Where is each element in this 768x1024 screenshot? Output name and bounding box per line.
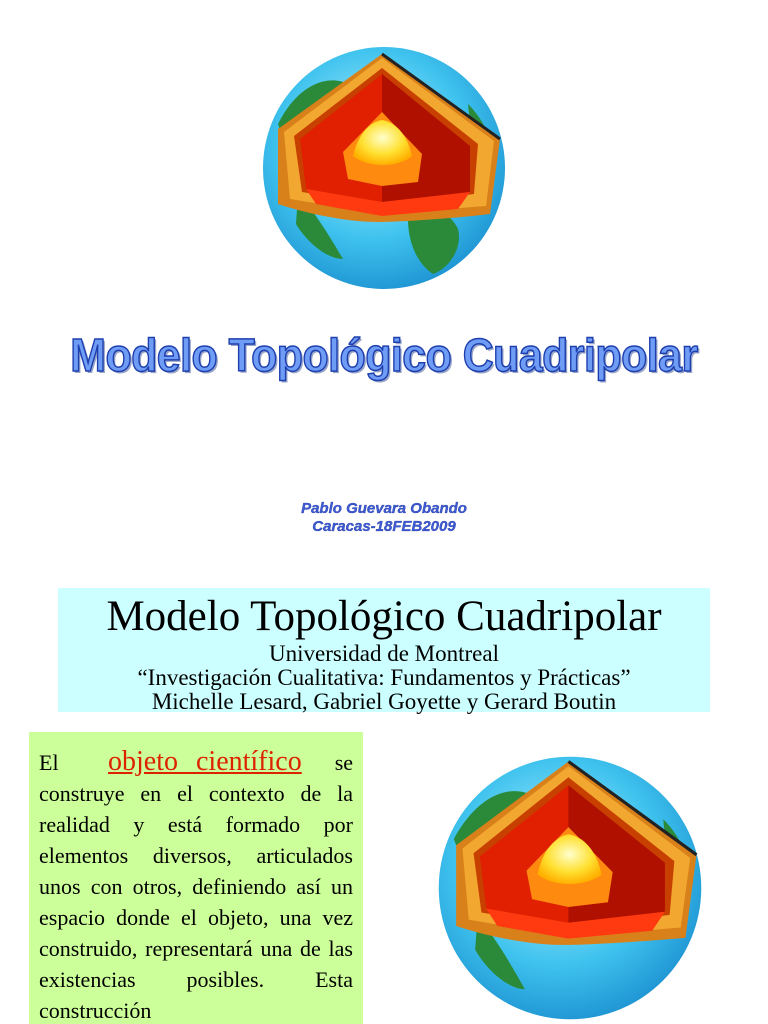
header-box bbox=[58, 588, 710, 712]
text-box bbox=[29, 732, 363, 1024]
institution: Universidad de Montreal bbox=[269, 641, 499, 666]
author-name: Pablo Guevara Obando bbox=[301, 500, 467, 517]
place-date: Caracas-18FEB2009 bbox=[312, 518, 456, 535]
intro-word: El bbox=[39, 750, 59, 775]
body-text: se construye en el contexto de la realidad y está formado por elementos diversos, articulados unos con otros, definiendo así un espacio donde el objeto, una vez construido, representará una de las existencias posibles. Esta construcción bbox=[39, 750, 354, 1023]
book-authors: Michelle Lesard, Gabriel Goyette y Gerard Boutin bbox=[151, 689, 617, 714]
earth-core-icon bbox=[258, 44, 510, 292]
header-title: Modelo Topológico Cuadripolar bbox=[106, 593, 662, 640]
book-title: “Investigación Cualitativa: Fundamentos y Prácticas” bbox=[137, 665, 631, 690]
body-paragraph bbox=[39, 746, 353, 1024]
page-title: Modelo Topológico Cuadripolar bbox=[70, 329, 698, 381]
earth-core-icon bbox=[398, 752, 742, 1024]
highlight-term: objeto científico bbox=[108, 746, 302, 777]
